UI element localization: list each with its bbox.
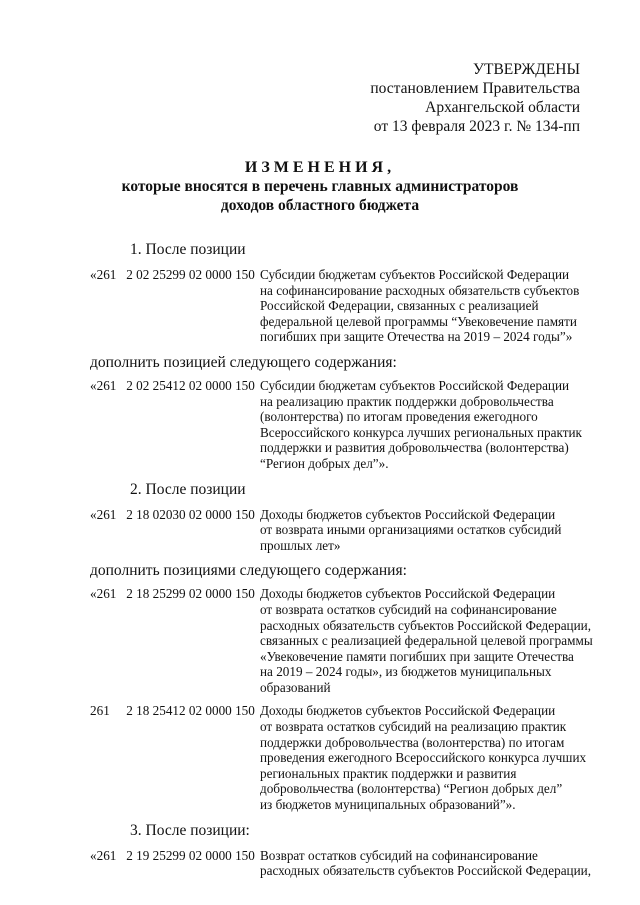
document-title: [0, 158, 640, 215]
code-description: [260, 267, 610, 345]
description-line: на софинансирование расходных обязательств субъектов: [260, 282, 580, 298]
section-heading: 1. После позиции: [130, 241, 246, 258]
code-description: [260, 586, 610, 695]
approval-heading: УТВЕРЖДЕНЫ: [473, 61, 580, 78]
description-line: образований: [260, 679, 331, 695]
description-line: от возврата иными организациями остатков субсидий: [260, 522, 562, 538]
section-heading: 2. После позиции: [130, 480, 246, 498]
description-line: от возврата остатков субсидий на реализацию практик: [260, 719, 567, 735]
description-line: на реализацию практик поддержки добровольчества: [260, 393, 554, 409]
description-line: на 2019 – 2024 годы», из бюджетов муниципальных: [260, 664, 552, 680]
description-line: расходных обязательств субъектов Российской Федерации,: [260, 863, 592, 879]
description-line: проведения ежегодного Всероссийского конкурса лучших: [260, 750, 587, 766]
description-line: Всероссийского конкурса лучших региональных практик: [260, 424, 582, 440]
description-line: Доходы бюджетов субъектов Российской Федерации: [260, 703, 556, 719]
budget-code: «261 2 02 25412 02 0000 150: [90, 377, 255, 393]
title-heading: ИЗМЕНЕНИЯ,: [244, 159, 396, 176]
budget-code: «261 2 18 25299 02 0000 150: [90, 586, 255, 602]
title-line: которые вносятся в перечень главных администраторов: [121, 178, 519, 195]
budget-code: «261 2 19 25299 02 0000 150: [90, 847, 255, 863]
instruction-text: дополнить позициями следующего содержания:: [90, 562, 407, 580]
approval-line: Архангельской области: [425, 99, 580, 116]
description-line: Российской Федерации, связанных с реализацией: [260, 298, 539, 314]
code-description: [260, 378, 610, 472]
approval-line: от 13 февраля 2023 г. № 134-пп: [373, 118, 580, 135]
changes-list: [90, 240, 610, 887]
code-row: [90, 703, 610, 812]
description-line: поддержки и развития добровольчества (волонтерства): [260, 440, 569, 456]
code-description: [260, 703, 610, 812]
description-line: (волонтерства) по итогам проведения ежегодного: [260, 409, 538, 425]
description-line: из бюджетов муниципальных образований”».: [260, 797, 516, 813]
code-description: [260, 848, 610, 879]
description-line: расходных обязательств субъектов Российской Федерации,: [260, 617, 592, 633]
description-line: федеральной целевой программы “Увековечение памяти: [260, 313, 577, 329]
description-line: региональных практик поддержки и развития: [260, 765, 517, 781]
approval-line: постановлением Правительства: [370, 80, 580, 97]
title-line: доходов областного бюджета: [220, 197, 420, 214]
description-line: от возврата остатков субсидий на софинансирование: [260, 601, 557, 617]
approval-block: [330, 60, 580, 136]
code-description: [260, 507, 610, 554]
code-row: [90, 378, 610, 472]
code-row: [90, 267, 610, 345]
description-line: “Регион добрых дел”».: [260, 455, 389, 471]
code-row: [90, 507, 610, 554]
section-heading: 3. После позиции:: [130, 821, 250, 839]
code-row: [90, 586, 610, 695]
description-line: Доходы бюджетов субъектов Российской Федерации: [260, 586, 556, 602]
description-line: «Увековечение памяти погибших при защите Отечества: [260, 648, 574, 664]
code-row: [90, 848, 610, 879]
description-line: погибших при защите Отечества на 2019 – 2024 годы”»: [260, 329, 573, 345]
budget-code: «261 2 02 25299 02 0000 150: [90, 267, 255, 282]
description-line: Субсидии бюджетам субъектов Российской Федерации: [260, 377, 570, 393]
description-line: прошлых лет»: [260, 537, 341, 553]
description-line: связанных с реализацией федеральной целевой программы: [260, 633, 593, 649]
instruction-text: дополнить позицией следующего содержания:: [90, 353, 397, 371]
description-line: Возврат остатков субсидий на софинансирование: [260, 847, 538, 863]
budget-code: 261 2 18 25412 02 0000 150: [90, 703, 255, 719]
description-line: Доходы бюджетов субъектов Российской Федерации: [260, 506, 556, 522]
budget-code: «261 2 18 02030 02 0000 150: [90, 506, 255, 522]
description-line: поддержки добровольчества (волонтерства) по итогам: [260, 734, 565, 750]
description-line: добровольчества (волонтерства) “Регион добрых дел”: [260, 781, 563, 797]
description-line: Субсидии бюджетам субъектов Российской Федерации: [260, 267, 570, 282]
